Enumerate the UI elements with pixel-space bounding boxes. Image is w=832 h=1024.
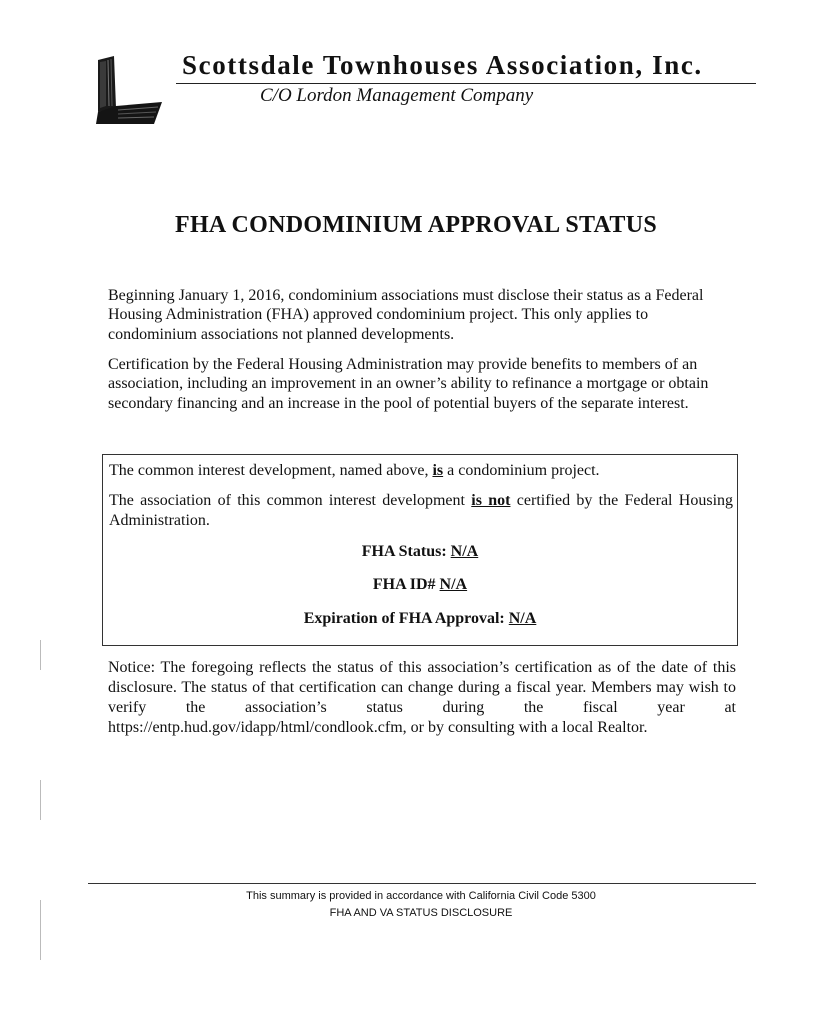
certification-statement: The association of this common interest development is not certified by the Federal Housing Administration. [109,492,734,529]
is-not-keyword: is not [471,492,511,509]
is-keyword: is [432,462,444,479]
scan-artifact [40,900,41,960]
scan-artifact [40,640,41,670]
management-company: C/O Lordon Management Company [260,85,534,106]
condominium-statement: The common interest development, named above, is a condominium project. [109,462,600,479]
fha-id-field [103,576,737,594]
fha-status-label: FHA Status: [361,543,447,560]
fha-id-label: FHA ID# [372,576,436,593]
status-box [102,454,738,646]
fha-id-value: N/A [439,576,468,593]
page-title: FHA CONDOMINIUM APPROVAL STATUS [174,212,657,238]
intro-paragraph-2: Certification by the Federal Housing Administration may provide benefits to members of an association, including an improvement in an owner’s ability to refinance a mortgage or obtain secondary financing and an increase in the pool of potential buyers of the separate interest. [108,356,709,412]
block-letter-l-logo-icon [94,56,166,126]
header-divider [176,83,756,84]
fha-expiration-value: N/A [508,610,537,627]
scan-artifact [40,780,41,820]
fha-expiration-label: Expiration of FHA Approval: [303,610,505,627]
notice-paragraph: Notice: The foregoing reflects the status of this association’s certification as of the date of this disclosure. The status of that certification can change during a fiscal year. Members may wish to verify the association’s status during the fiscal year at https://entp.hud.gov/idapp/html/condlook.cfm, or by consulting with a local Realtor. [108,659,736,736]
footer-divider [88,883,756,884]
fha-status-field [103,543,737,561]
fha-status-value: N/A [450,543,479,560]
footer-document-type: FHA AND VA STATUS DISCLOSURE [329,907,513,919]
footer-citation: This summary is provided in accordance with California Civil Code 5300 [246,890,596,902]
organization-name: Scottsdale Townhouses Association, Inc. [182,50,703,80]
intro-paragraph-1: Beginning January 1, 2016, condominium associations must disclose their status as a Federal Housing Administration (FHA) approved condominium project. This only applies to condominium associations not planned developments. [108,287,704,343]
fha-expiration-field [103,610,737,628]
